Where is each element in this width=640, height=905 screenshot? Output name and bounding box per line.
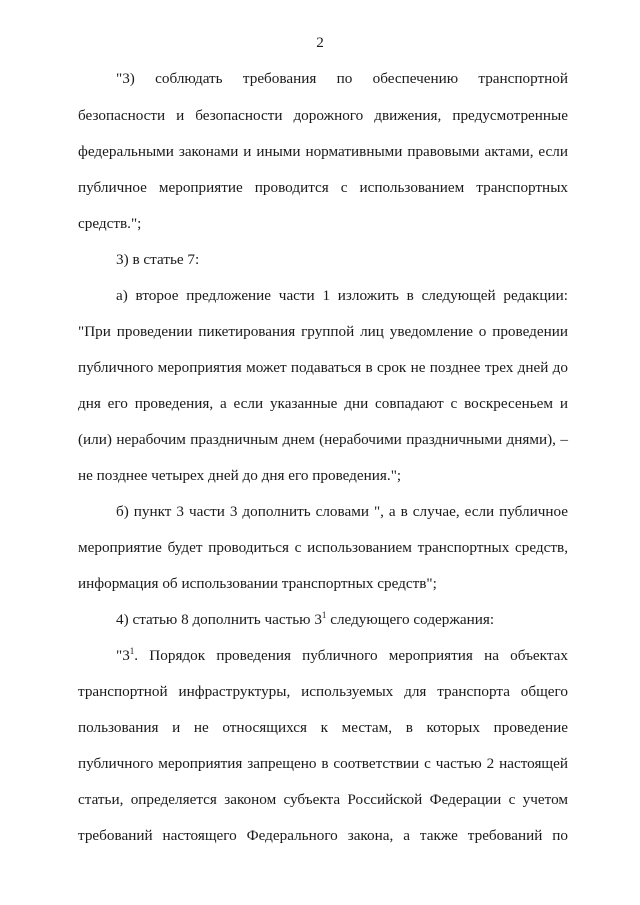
text-line: информация об использовании транспортных средств"; — [78, 575, 437, 592]
text-line: мероприятие будет проводиться с использованием транспортных средств, — [78, 539, 568, 556]
text-line: "При проведении пикетирования группой лиц уведомление о проведении — [78, 323, 568, 340]
text-fragment: . Порядок проведения публичного мероприятия на объектах — [134, 647, 568, 664]
text-line: средств."; — [78, 215, 142, 232]
text-line: дня его проведения, а если указанные дни совпадают с воскресеньем и — [78, 395, 568, 412]
text-line: публичного мероприятия запрещено в соответствии с частью 2 настоящей — [78, 755, 568, 772]
text-line: "3) соблюдать требования по обеспечению транспортной — [116, 70, 568, 87]
text-line: пользования и не относящихся к местам, в которых проведение — [78, 719, 568, 736]
text-line — [116, 647, 568, 665]
text-line: транспортной инфраструктуры, используемых для транспорта общего — [78, 683, 568, 700]
superscript: 1 — [129, 646, 135, 656]
text-line: 3) в статье 7: — [116, 251, 200, 268]
page-number: 2 — [316, 34, 324, 51]
text-line: федеральными законами и иными нормативными правовыми актами, если — [78, 143, 568, 160]
text-line: а) второе предложение части 1 изложить в следующей редакции: — [116, 287, 568, 304]
text-line: статьи, определяется законом субъекта Российской Федерации с учетом — [78, 791, 568, 808]
text-line: публичное мероприятие проводится с использованием транспортных — [78, 179, 568, 196]
text-fragment: следующего содержания: — [326, 611, 495, 628]
text-line: не позднее четырех дней до дня его проведения."; — [78, 467, 402, 484]
text-line: безопасности и безопасности дорожного движения, предусмотренные — [78, 107, 568, 124]
superscript: 1 — [321, 610, 327, 620]
text-fragment: 4) статью 8 дополнить частью 3 — [116, 611, 322, 628]
text-line: публичного мероприятия может подаваться в срок не позднее трех дней до — [78, 359, 568, 376]
text-line: (или) нерабочим праздничным днем (нерабочими праздничными днями), – — [78, 431, 568, 448]
text-line: требований настоящего Федерального закона, а также требований по — [78, 827, 568, 844]
text-line — [116, 611, 568, 629]
text-fragment: "3 — [116, 647, 130, 664]
text-line: б) пункт 3 части 3 дополнить словами ", а в случае, если публичное — [116, 503, 568, 520]
